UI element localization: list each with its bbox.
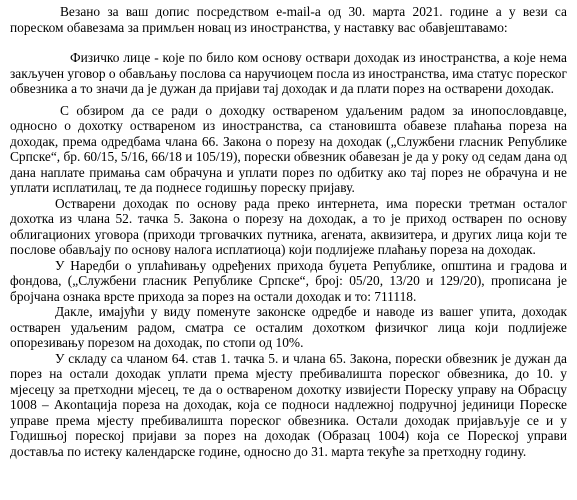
budget-order-paragraph: У Наредби о уплаћивању одређених прихода буџета Републике, општина и градова и фондова, („Службени гласник Републике Српске“, број: 05/20, 13/20 и 129/20), прописана је бројчана ознака врсте прихода за порез на остали доходак и то: 711118. (10, 257, 567, 304)
natural-person-paragraph: Физичко лице - које по било ком основу оствари доходак из иностранства, а које нема закључен уговор о обављању послова са наручиоцем посла из иностранства, има статус пореског обвезника а то значи да је дужан да пријави тај доходак и да плати порез на остварени доходак. (10, 50, 567, 96)
paragraph-spacer (10, 35, 567, 50)
remote-work-paragraph: С обзиром да се ради о доходку оствареном удаљеним радом за инопословдавце, односно о дохотку оствареном из иностранства, са становишта обавезе плаћања пореза на доходак, према одредбама члана 66. Закона о порезу на доходак („Службени гласник Републике Српске“, бр. 60/15, 5/16, 66/18 и 105/19), порески обвезник обавезан је да у року од седам дана од дана наплате примања сам обрачуна и уплати порез по одбитку ако тај порез не обрачуна и не уплати исплатилац, те да поднесе годишњу пореску пријаву. (10, 102, 567, 195)
payment-deadline-paragraph: У складу са чланом 64. став 1. тачка 5. и члана 65. Закона, порески обвезник је дужан да порез на остали доходак уплати према мјесту пребивалишта пореског обвезника, до 10. у мјесецу за претходни мјесец, те да о оствареном дохотку извијести Пореску управу на Обрасцу 1008 – Акontација пореза на доходак, која се подноси надлежној подручној јединици Пореске управе према мјесту пребивалишта пореског обвезника. Остали доходак пријављује се и у Годишњој пореској пријави за порез на доходак (Образац 1004) која се Пореској управи доставља по истеку календарске године, односно до 31. марта текуће за претходну годину. (10, 350, 567, 459)
conclusion-paragraph: Дакле, имајући у виду поменуте законске одредбе и наводе из вашег упита, доходак остварен удаљеним радом, сматра се осталим дохотком физичког лица који подлијеже опорезивању порезом на доходак, по стопи од 10%. (10, 304, 567, 350)
internet-income-paragraph: Остварени доходак по основу рада преко интернета, има порески третман осталог дохотка из члана 52. тачка 5. Закона о порезу на доходак, а то је приход остварен по основу облигационих уговора (приходи трговачких путника, агената, аквизитера, и других лица који те послове обављају по основу налога исплатиоца) који подлијеже плаћању пореза на доходак. (10, 195, 567, 257)
intro-paragraph: Везано за ваш допис посредством e-mail-а од 30. марта 2021. године а у вези са пореском обавезама за примљен новац из иностранства, у наставку вас обавјештавамо: (10, 4, 567, 35)
